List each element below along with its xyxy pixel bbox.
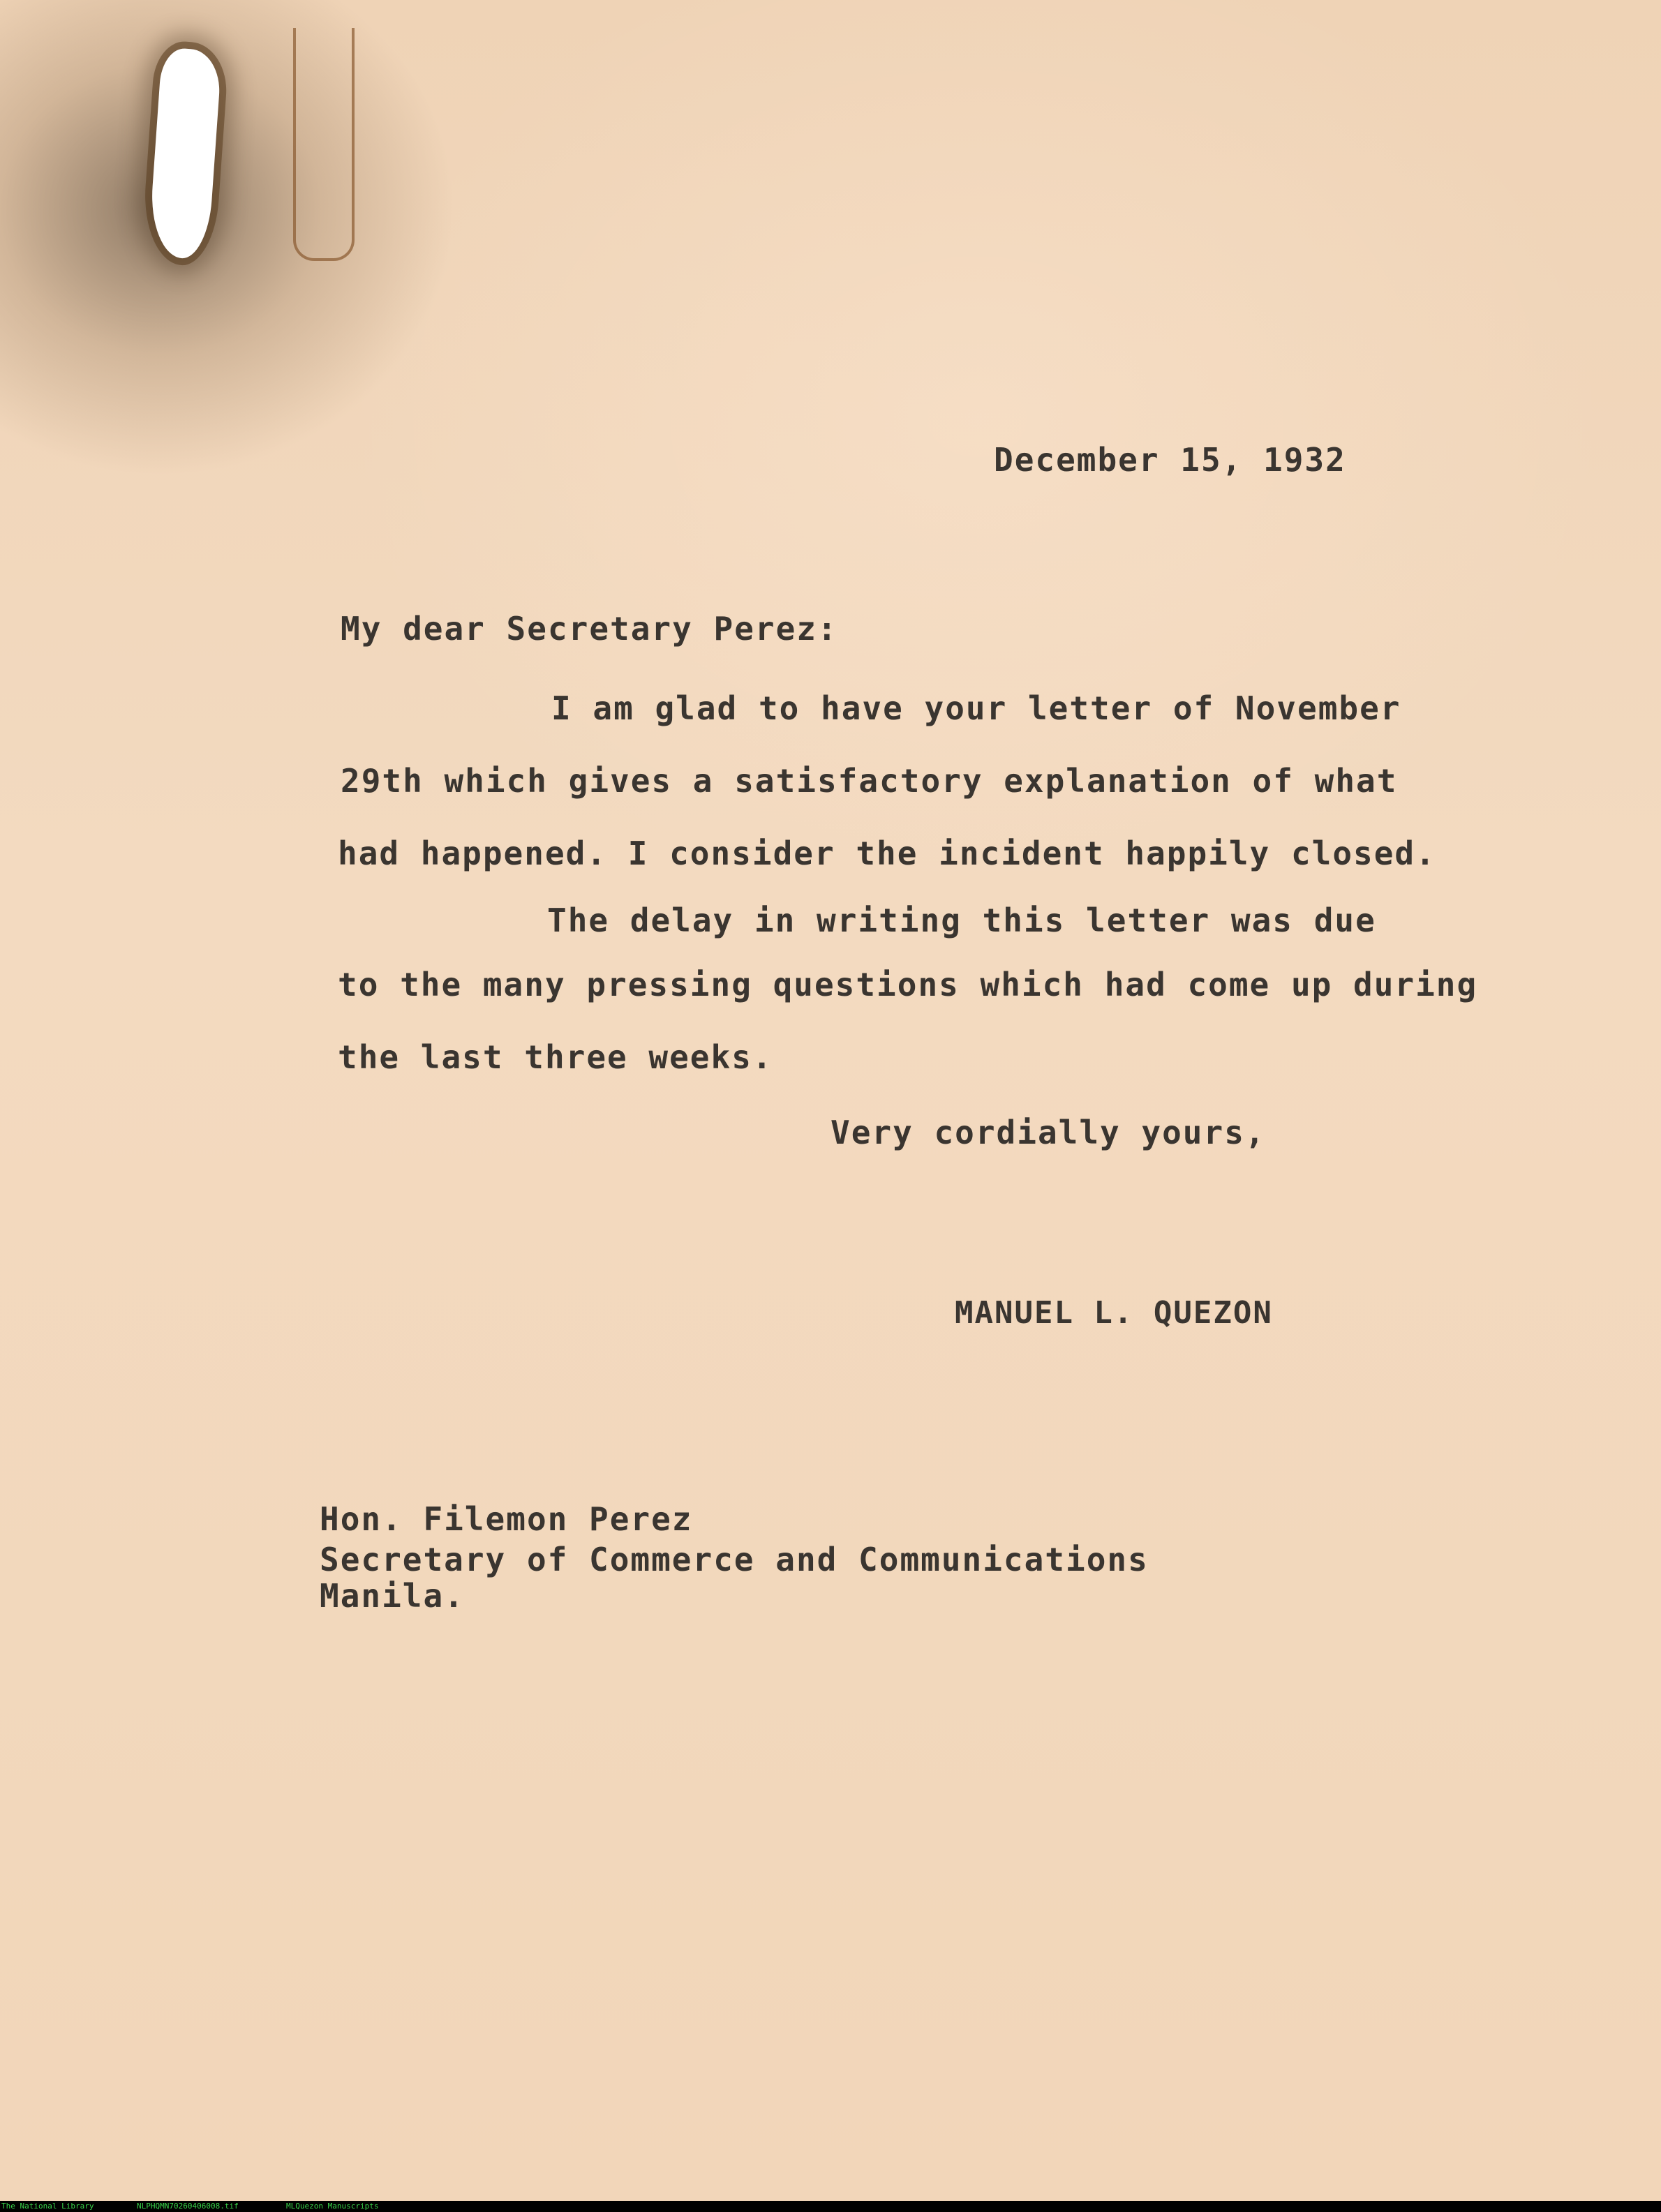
footer-filename: NLPHQMN70260406008.tif xyxy=(137,2202,239,2211)
salutation: My dear Secretary Perez: xyxy=(341,610,838,648)
signature-name: MANUEL L. QUEZON xyxy=(955,1295,1273,1331)
body-line: I am glad to have your letter of November xyxy=(551,689,1401,727)
closing: Very cordially yours, xyxy=(830,1114,1266,1151)
body-line: 29th which gives a satisfactory explanation of what xyxy=(341,762,1398,800)
body-line: the last three weeks. xyxy=(338,1038,773,1076)
footer-library: The National Library xyxy=(1,2202,94,2211)
address-line: Secretary of Commerce and Communications xyxy=(320,1541,1149,1578)
footer-collection: MLQuezon Manuscripts xyxy=(286,2202,379,2211)
body-line: had happened. I consider the incident happily closed. xyxy=(338,835,1436,872)
letter-date: December 15, 1932 xyxy=(994,441,1346,479)
footer-bar xyxy=(0,2201,1661,2212)
burn-hole-damage xyxy=(148,47,223,260)
paper-clip-mark xyxy=(293,28,355,261)
body-line: The delay in writing this letter was due xyxy=(547,902,1376,939)
address-line: Hon. Filemon Perez xyxy=(320,1500,693,1538)
address-line: Manila. xyxy=(320,1577,465,1615)
body-line: to the many pressing questions which had come up during xyxy=(338,966,1478,1003)
